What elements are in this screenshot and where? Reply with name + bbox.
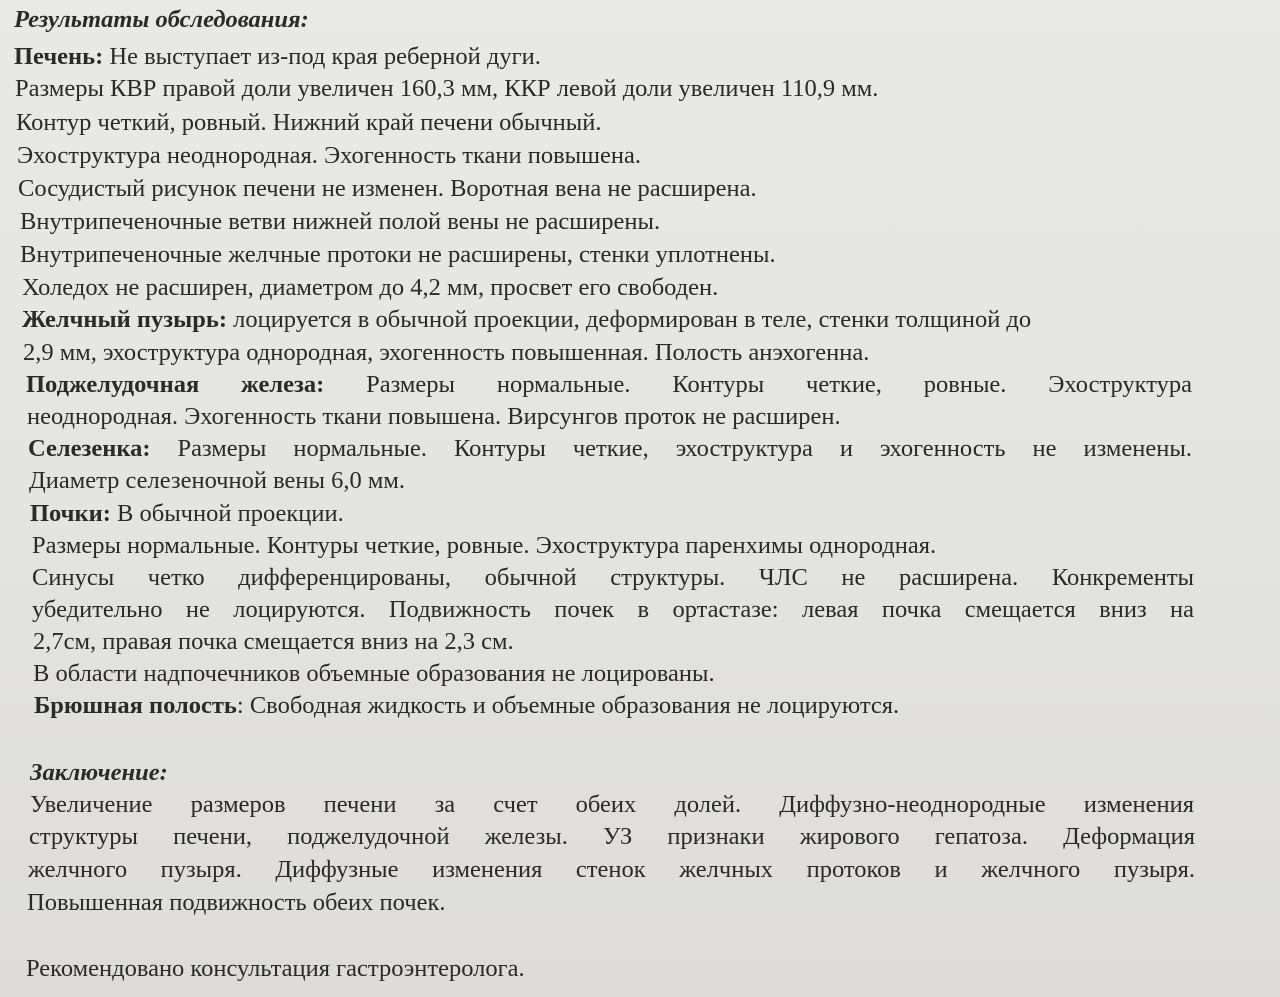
kidneys-text-1: В обычной проекции. [110,500,344,527]
liver-line-1 [14,41,541,74]
liver-line-3: Контур четкий, ровный. Нижний край печени обычный. [16,109,602,136]
kidneys-line-6: В области надпочечников объемные образования не лоцированы. [33,660,715,687]
kidneys-line-1 [30,498,344,531]
kidneys-line-4: убедительно не лоцируются. Подвижность почек в ортастазе: левая почка смещается вниз на [32,596,1194,623]
kidneys-line-2: Размеры нормальные. Контуры четкие, ровные. Эхоструктура паренхимы однородная. [32,532,937,559]
liver-line-4: Эхоструктура неоднородная. Эхогенность ткани повышена. [17,142,641,169]
liver-line-6: Внутрипеченочные ветви нижней полой вены не расширены. [20,208,661,235]
liver-text-1: Не выступает из-под края реберной дуги. [103,43,541,70]
conclusion-line-3: желчного пузыря. Диффузные изменения стенок желчных протоков и желчного пузыря. [28,856,1195,883]
pancreas-line-2: неоднородная. Эхогенность ткани повышена. Вирсунгов проток не расширен. [27,403,841,430]
spleen-line-1 [28,433,1192,466]
gallbladder-text-1: лоцируется в обычной проекции, деформирован в теле, стенки толщиной до [226,306,1032,333]
conclusion-line-2: структуры печени, поджелудочной железы. УЗ признаки жирового гепатоза. Деформация [29,823,1195,850]
spleen-line-2: Диаметр селезеночной вены 6,0 мм. [29,467,405,494]
liver-line-5: Сосудистый рисунок печени не изменен. Воротная вена не расширена. [18,175,757,202]
abdomen-line [34,690,899,723]
kidneys-line-3: Синусы четко дифференцированы, обычной структуры. ЧЛС не расширена. Конкременты [32,564,1194,591]
pancreas-line-1 [26,369,1192,402]
liver-label: Печень: [14,43,104,70]
kidneys-line-5: 2,7см, правая почка смещается вниз на 2,3 см. [33,628,514,655]
spleen-text-1: Размеры нормальные. Контуры четкие, эхоструктура и эхогенность не изменены. [150,435,1192,462]
pancreas-label: Поджелудочная железа: [26,371,325,398]
section-title: Результаты обследования: [14,6,309,33]
kidneys-label: Почки: [30,500,111,527]
gallbladder-line-1 [22,304,1031,337]
abdomen-text: : Свободная жидкость и объемные образования не лоцируются. [236,692,900,719]
gallbladder-line-2: 2,9 мм, эхоструктура однородная, эхогенность повышенная. Полость анэхогенна. [23,339,870,366]
gallbladder-label: Желчный пузырь: [22,306,227,333]
conclusion-title: Заключение: [30,759,168,786]
abdomen-label: Брюшная полость [34,692,237,719]
conclusion-line-4: Повышенная подвижность обеих почек. [27,889,446,916]
spleen-label: Селезенка: [28,435,151,462]
liver-line-8: Холедох не расширен, диаметром до 4,2 мм, просвет его свободен. [22,274,719,301]
conclusion-line-1: Увеличение размеров печени за счет обеих долей. Диффузно-неоднородные изменения [30,791,1194,818]
liver-line-2: Размеры КВР правой доли увеличен 160,3 мм, ККР левой доли увеличен 110,9 мм. [15,75,879,102]
recommendation: Рекомендовано консультация гастроэнтеролога. [26,955,525,982]
pancreas-text-1: Размеры нормальные. Контуры четкие, ровные. Эхоструктура [324,371,1192,398]
liver-line-7: Внутрипеченочные желчные протоки не расширены, стенки уплотнены. [20,241,776,268]
